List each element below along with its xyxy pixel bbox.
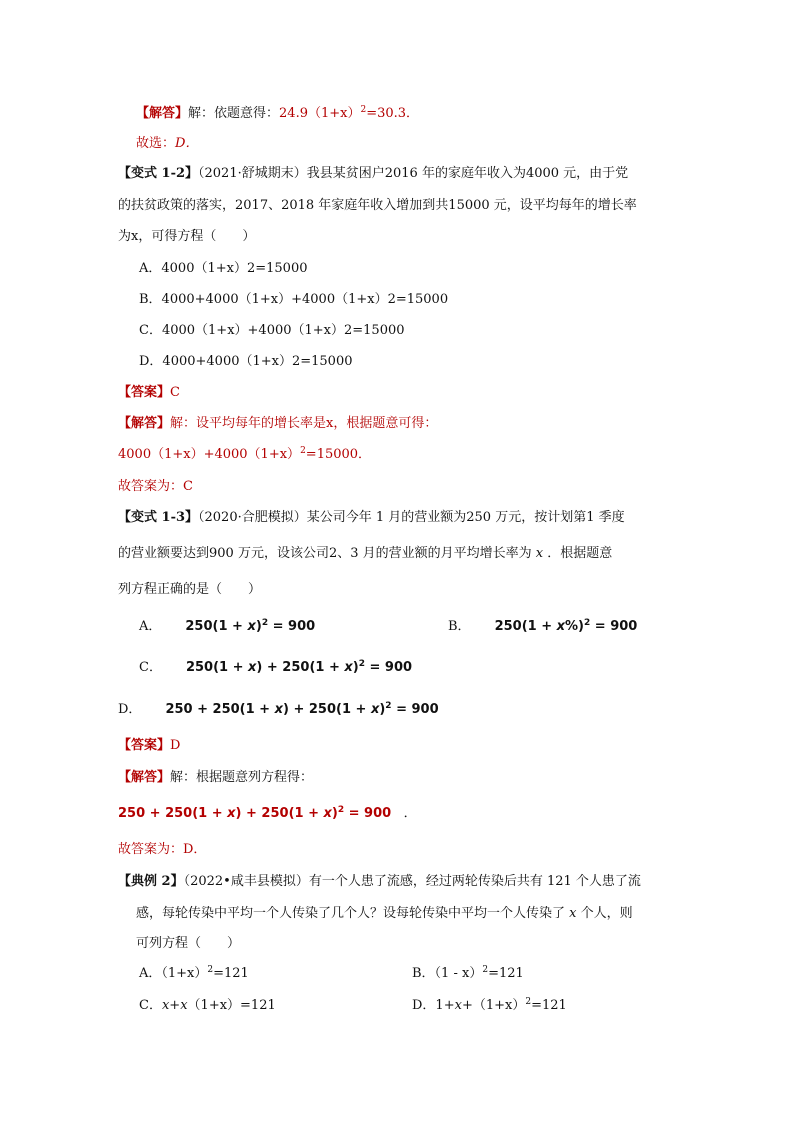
v12-option-a: A．4000（1+x）2=15000 xyxy=(139,261,308,276)
v13-answer-line xyxy=(118,738,180,754)
answer-tag: 【解答】 xyxy=(136,106,189,121)
solution-text: 解：设平均每年的增长率是x，根据题意可得： xyxy=(170,416,438,431)
question-text: （2022•咸丰县模拟）有一个人患了流感，经过两轮传染后共有 121 个人患了流 xyxy=(183,874,641,889)
v12-option-b: B．4000+4000（1+x）+4000（1+x）2=15000 xyxy=(139,292,449,307)
ex2-question-line3: 可列方程（ ） xyxy=(136,936,241,951)
answer-tag: 【答案】 xyxy=(118,738,171,753)
solution-text: 解：根据题意列方程得： xyxy=(170,770,314,785)
equation: $24.9(1+x)^2=30.3$． xyxy=(279,105,420,121)
example-tag: 【典例 2】 xyxy=(118,874,184,889)
answer-value: D xyxy=(170,738,181,753)
ex2-option-c: C．x+x（1+x）=121 xyxy=(139,998,276,1013)
variable-x: x xyxy=(569,906,577,921)
s1-choose-line xyxy=(136,136,198,152)
v12-solution-line xyxy=(118,416,437,432)
solution-tag: 【解答】 xyxy=(118,416,171,431)
answer-text: 解：依题意得： xyxy=(188,106,280,121)
ex2-question-line2: 感，每轮传染中平均一个人传染了几个人？设每轮传染中平均一个人传染了 x 个人，则 xyxy=(136,906,633,921)
v13-option-a: A． $250(1 + x)^2 = 900$ xyxy=(139,618,316,634)
ex2-option-d: D．$1+x+(1+x)^2=121$ xyxy=(412,997,567,1013)
v13-solution-line xyxy=(118,770,313,786)
solution-tag: 【解答】 xyxy=(118,770,171,785)
v13-final-answer: 故答案为：D． xyxy=(118,842,207,857)
choose-label: 故选： xyxy=(136,136,176,151)
question-text: （2021·舒城期末）我县某贫困户2016 年的家庭年收入为4000 元，由于党 xyxy=(198,166,629,181)
v12-option-c: C．4000（1+x）+4000（1+x）2=15000 xyxy=(139,323,405,338)
choose-value: D． xyxy=(175,136,199,151)
v12-solution-equation: $4000(1+x)+4000(1+x)^2=15000$． xyxy=(118,446,372,462)
variable-x: x xyxy=(535,546,544,561)
v12-answer-line xyxy=(118,385,180,401)
answer-value: C xyxy=(170,385,180,400)
v13-question-line3: 列方程正确的是（ ） xyxy=(118,582,262,597)
v12-option-d: D．4000+4000（1+x）2=15000 xyxy=(139,354,353,369)
ex2-option-a: A．$(1+x)^2=121$ xyxy=(139,965,249,981)
ex2-question-line1 xyxy=(118,874,641,890)
v12-question-line1 xyxy=(118,166,628,182)
v13-option-c: C． $250(1 + x) + 250(1 + x)^2 = 900$ xyxy=(139,659,413,675)
s1-answer-line xyxy=(136,106,419,122)
v13-question-line1 xyxy=(118,510,625,526)
v12-question-line2: 的扶贫政策的落实，2017、2018 年家庭年收入增加到共15000 元，设平均每年的增长率 xyxy=(118,198,637,213)
v13-solution-equation: $250 + 250(1 + x) + 250(1 + x)^2 = 900$ ． xyxy=(118,805,417,821)
question-text: （2020·合肥模拟）某公司今年 1 月的营业额为250 万元，按计划第1 季度 xyxy=(198,510,625,525)
v12-final-answer: 故答案为：C xyxy=(118,479,193,494)
v12-question-line3: 为x，可得方程（ ） xyxy=(118,229,256,244)
variant-tag: 【变式 1-2】 xyxy=(118,166,199,181)
v13-question-line2: 的营业额要达到900 万元，设该公司2、3 月的营业额的月平均增长率为 x ．根据题意 xyxy=(118,546,613,561)
answer-tag: 【答案】 xyxy=(118,385,171,400)
variant-tag: 【变式 1-3】 xyxy=(118,510,199,525)
ex2-option-b: B．（1 - x）$^2$=121 xyxy=(412,965,524,981)
v13-option-d: D． $250 + 250(1 + x) + 250(1 + x)^2 = 900$ xyxy=(118,701,439,717)
v13-option-b: B． $250(1 + x\%)^2 = 900$ xyxy=(448,618,638,634)
